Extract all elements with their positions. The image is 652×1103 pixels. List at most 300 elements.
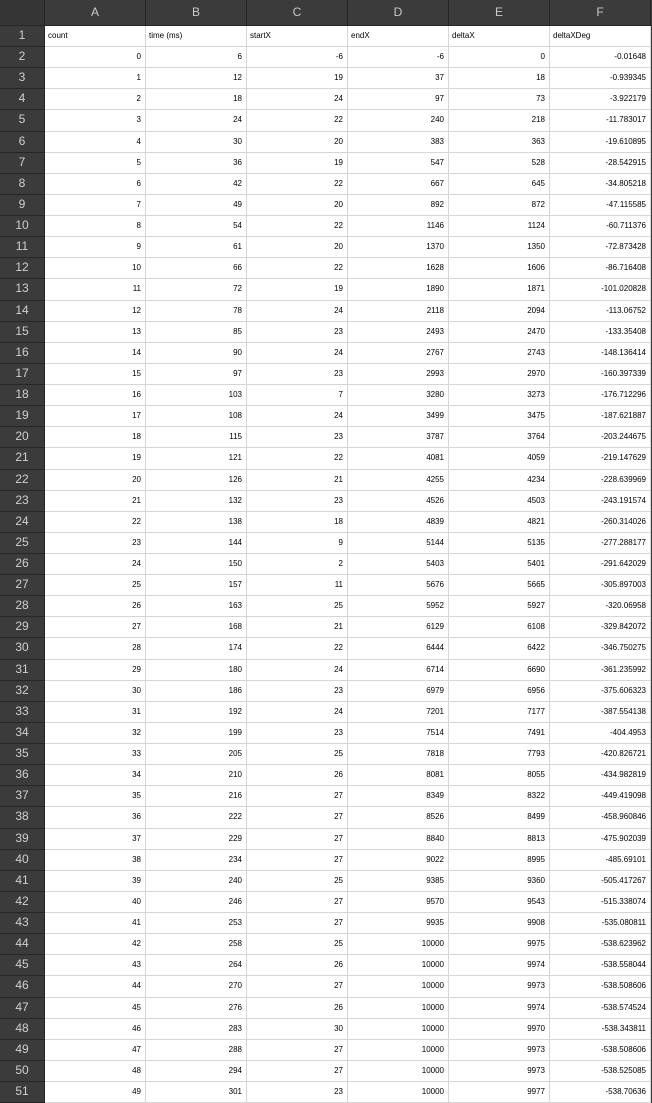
data-cell[interactable]: 240 [146, 871, 247, 892]
data-cell[interactable]: -538.343811 [550, 1019, 651, 1040]
data-cell[interactable]: 27 [247, 807, 348, 828]
data-cell[interactable]: -72.873428 [550, 237, 651, 258]
data-cell[interactable]: 23 [45, 533, 146, 554]
data-cell[interactable]: 23 [247, 364, 348, 385]
data-cell[interactable]: 22 [247, 174, 348, 195]
data-cell[interactable]: 1146 [348, 216, 449, 237]
data-cell[interactable]: 1628 [348, 258, 449, 279]
data-cell[interactable]: 41 [45, 913, 146, 934]
data-cell[interactable]: 210 [146, 765, 247, 786]
data-cell[interactable]: 9935 [348, 913, 449, 934]
data-cell[interactable]: 253 [146, 913, 247, 934]
row-header[interactable]: 12 [0, 258, 45, 279]
data-cell[interactable]: 43 [45, 955, 146, 976]
data-cell[interactable]: -101.020828 [550, 279, 651, 300]
data-cell[interactable]: -291.642029 [550, 554, 651, 575]
data-cell[interactable]: 19 [247, 153, 348, 174]
data-cell[interactable]: 72 [146, 279, 247, 300]
data-cell[interactable]: 23 [247, 491, 348, 512]
header-cell[interactable]: endX [348, 26, 449, 47]
data-cell[interactable]: 30 [45, 681, 146, 702]
data-cell[interactable]: 216 [146, 786, 247, 807]
data-cell[interactable]: 22 [45, 512, 146, 533]
data-cell[interactable]: 6956 [449, 681, 550, 702]
data-cell[interactable]: 47 [45, 1040, 146, 1061]
data-cell[interactable]: -34.805218 [550, 174, 651, 195]
data-cell[interactable]: -475.902039 [550, 829, 651, 850]
data-cell[interactable]: 294 [146, 1061, 247, 1082]
data-cell[interactable]: -11.783017 [550, 110, 651, 131]
data-cell[interactable]: 38 [45, 850, 146, 871]
data-cell[interactable]: -329.842072 [550, 617, 651, 638]
row-header[interactable]: 16 [0, 343, 45, 364]
data-cell[interactable]: 24 [247, 301, 348, 322]
row-header[interactable]: 21 [0, 448, 45, 469]
data-cell[interactable]: 9 [45, 237, 146, 258]
data-cell[interactable]: 24 [247, 406, 348, 427]
data-cell[interactable]: 383 [348, 132, 449, 153]
data-cell[interactable]: 872 [449, 195, 550, 216]
data-cell[interactable]: 23 [247, 1082, 348, 1103]
data-cell[interactable]: 27 [247, 976, 348, 997]
data-cell[interactable]: 31 [45, 702, 146, 723]
data-cell[interactable]: 4059 [449, 448, 550, 469]
row-header[interactable]: 40 [0, 850, 45, 871]
data-cell[interactable]: 85 [146, 322, 247, 343]
data-cell[interactable]: -0.939345 [550, 68, 651, 89]
data-cell[interactable]: 8349 [348, 786, 449, 807]
data-cell[interactable]: -228.639969 [550, 470, 651, 491]
data-cell[interactable]: 16 [45, 385, 146, 406]
data-cell[interactable]: 22 [247, 258, 348, 279]
data-cell[interactable]: 144 [146, 533, 247, 554]
data-cell[interactable]: -404.4953 [550, 723, 651, 744]
data-cell[interactable]: 3280 [348, 385, 449, 406]
data-cell[interactable]: 25 [247, 934, 348, 955]
data-cell[interactable]: 2743 [449, 343, 550, 364]
data-cell[interactable]: 240 [348, 110, 449, 131]
data-cell[interactable]: 21 [45, 491, 146, 512]
data-cell[interactable]: 9360 [449, 871, 550, 892]
data-cell[interactable]: -86.716408 [550, 258, 651, 279]
data-cell[interactable]: 3499 [348, 406, 449, 427]
data-cell[interactable]: -47.115585 [550, 195, 651, 216]
data-cell[interactable]: 3764 [449, 427, 550, 448]
row-header[interactable]: 45 [0, 955, 45, 976]
data-cell[interactable]: 1606 [449, 258, 550, 279]
row-header[interactable]: 7 [0, 153, 45, 174]
data-cell[interactable]: 49 [146, 195, 247, 216]
data-cell[interactable]: 108 [146, 406, 247, 427]
data-cell[interactable]: 115 [146, 427, 247, 448]
data-cell[interactable]: 23 [247, 427, 348, 448]
data-cell[interactable]: 15 [45, 364, 146, 385]
data-cell[interactable]: 5927 [449, 596, 550, 617]
data-cell[interactable]: -434.982819 [550, 765, 651, 786]
data-cell[interactable]: -219.147629 [550, 448, 651, 469]
data-cell[interactable]: 103 [146, 385, 247, 406]
row-header[interactable]: 35 [0, 744, 45, 765]
row-header[interactable]: 47 [0, 998, 45, 1019]
column-header-f[interactable]: F [550, 0, 651, 26]
header-cell[interactable]: time (ms) [146, 26, 247, 47]
data-cell[interactable]: 892 [348, 195, 449, 216]
data-cell[interactable]: 301 [146, 1082, 247, 1103]
data-cell[interactable]: -485.69101 [550, 850, 651, 871]
row-header[interactable]: 14 [0, 301, 45, 322]
data-cell[interactable]: 23 [247, 681, 348, 702]
data-cell[interactable]: -148.136414 [550, 343, 651, 364]
data-cell[interactable]: 35 [45, 786, 146, 807]
data-cell[interactable]: 222 [146, 807, 247, 828]
data-cell[interactable]: 8055 [449, 765, 550, 786]
data-cell[interactable]: 7177 [449, 702, 550, 723]
data-cell[interactable]: -346.750275 [550, 638, 651, 659]
data-cell[interactable]: 9385 [348, 871, 449, 892]
data-cell[interactable]: 283 [146, 1019, 247, 1040]
data-cell[interactable]: 2493 [348, 322, 449, 343]
data-cell[interactable]: 2470 [449, 322, 550, 343]
data-cell[interactable]: 7491 [449, 723, 550, 744]
data-cell[interactable]: 48 [45, 1061, 146, 1082]
data-cell[interactable]: 22 [247, 638, 348, 659]
data-cell[interactable]: 26 [247, 765, 348, 786]
data-cell[interactable]: 126 [146, 470, 247, 491]
data-cell[interactable]: 5403 [348, 554, 449, 575]
data-cell[interactable]: 8 [45, 216, 146, 237]
column-header-b[interactable]: B [146, 0, 247, 26]
data-cell[interactable]: 7201 [348, 702, 449, 723]
row-header[interactable]: 27 [0, 575, 45, 596]
data-cell[interactable]: 8995 [449, 850, 550, 871]
data-cell[interactable]: 7514 [348, 723, 449, 744]
data-cell[interactable]: 4526 [348, 491, 449, 512]
data-cell[interactable]: 21 [247, 617, 348, 638]
data-cell[interactable]: 4839 [348, 512, 449, 533]
data-cell[interactable]: 4234 [449, 470, 550, 491]
data-cell[interactable]: -538.574524 [550, 998, 651, 1019]
data-cell[interactable]: 1370 [348, 237, 449, 258]
data-cell[interactable]: -277.288177 [550, 533, 651, 554]
column-header-d[interactable]: D [348, 0, 449, 26]
data-cell[interactable]: 20 [247, 195, 348, 216]
row-header[interactable]: 41 [0, 871, 45, 892]
row-header[interactable]: 17 [0, 364, 45, 385]
row-header[interactable]: 31 [0, 660, 45, 681]
data-cell[interactable]: 27 [45, 617, 146, 638]
data-cell[interactable]: 1 [45, 68, 146, 89]
data-cell[interactable]: 157 [146, 575, 247, 596]
row-header[interactable]: 49 [0, 1040, 45, 1061]
data-cell[interactable]: 18 [45, 427, 146, 448]
data-cell[interactable]: 8322 [449, 786, 550, 807]
row-header[interactable]: 3 [0, 68, 45, 89]
data-cell[interactable]: -420.826721 [550, 744, 651, 765]
data-cell[interactable]: 90 [146, 343, 247, 364]
data-cell[interactable]: 25 [247, 871, 348, 892]
data-cell[interactable]: 78 [146, 301, 247, 322]
row-header[interactable]: 42 [0, 892, 45, 913]
data-cell[interactable]: 205 [146, 744, 247, 765]
data-cell[interactable]: 6 [45, 174, 146, 195]
data-cell[interactable]: 1350 [449, 237, 550, 258]
data-cell[interactable]: 34 [45, 765, 146, 786]
row-header[interactable]: 39 [0, 829, 45, 850]
data-cell[interactable]: 6714 [348, 660, 449, 681]
data-cell[interactable]: 645 [449, 174, 550, 195]
data-cell[interactable]: 12 [45, 301, 146, 322]
row-header[interactable]: 29 [0, 617, 45, 638]
row-header[interactable]: 46 [0, 976, 45, 997]
data-cell[interactable]: 37 [348, 68, 449, 89]
data-cell[interactable]: 73 [449, 89, 550, 110]
data-cell[interactable]: 5 [45, 153, 146, 174]
data-cell[interactable]: -243.191574 [550, 491, 651, 512]
data-cell[interactable]: 9973 [449, 1040, 550, 1061]
data-cell[interactable]: 24 [146, 110, 247, 131]
data-cell[interactable]: -535.080811 [550, 913, 651, 934]
data-cell[interactable]: 21 [247, 470, 348, 491]
header-cell[interactable]: deltaX [449, 26, 550, 47]
row-header[interactable]: 30 [0, 638, 45, 659]
data-cell[interactable]: 7 [45, 195, 146, 216]
data-cell[interactable]: -375.606323 [550, 681, 651, 702]
data-cell[interactable]: 54 [146, 216, 247, 237]
data-cell[interactable]: 264 [146, 955, 247, 976]
data-cell[interactable]: 6690 [449, 660, 550, 681]
data-cell[interactable]: 5144 [348, 533, 449, 554]
data-cell[interactable]: 37 [45, 829, 146, 850]
data-cell[interactable]: 180 [146, 660, 247, 681]
header-cell[interactable]: startX [247, 26, 348, 47]
data-cell[interactable]: 132 [146, 491, 247, 512]
data-cell[interactable]: 23 [247, 322, 348, 343]
data-cell[interactable]: 18 [449, 68, 550, 89]
data-cell[interactable]: -449.419098 [550, 786, 651, 807]
data-cell[interactable]: 10000 [348, 955, 449, 976]
data-cell[interactable]: 97 [146, 364, 247, 385]
data-cell[interactable]: -3.922179 [550, 89, 651, 110]
data-cell[interactable]: 4821 [449, 512, 550, 533]
row-header[interactable]: 22 [0, 470, 45, 491]
row-header[interactable]: 51 [0, 1082, 45, 1103]
data-cell[interactable]: 23 [247, 723, 348, 744]
data-cell[interactable]: 4503 [449, 491, 550, 512]
data-cell[interactable]: 36 [45, 807, 146, 828]
data-cell[interactable]: 19 [247, 68, 348, 89]
data-cell[interactable]: 0 [449, 47, 550, 68]
data-cell[interactable]: 22 [247, 216, 348, 237]
data-cell[interactable]: 4081 [348, 448, 449, 469]
column-header-e[interactable]: E [449, 0, 550, 26]
data-cell[interactable]: 7 [247, 385, 348, 406]
data-cell[interactable]: 8081 [348, 765, 449, 786]
row-header[interactable]: 4 [0, 89, 45, 110]
data-cell[interactable]: 27 [247, 913, 348, 934]
data-cell[interactable]: 199 [146, 723, 247, 744]
data-cell[interactable]: 9570 [348, 892, 449, 913]
data-cell[interactable]: 363 [449, 132, 550, 153]
data-cell[interactable]: 9908 [449, 913, 550, 934]
data-cell[interactable]: 163 [146, 596, 247, 617]
data-cell[interactable]: 276 [146, 998, 247, 1019]
data-cell[interactable]: 39 [45, 871, 146, 892]
data-cell[interactable]: 6108 [449, 617, 550, 638]
data-cell[interactable]: 3273 [449, 385, 550, 406]
data-cell[interactable]: 25 [247, 596, 348, 617]
data-cell[interactable]: 9 [247, 533, 348, 554]
data-cell[interactable]: 667 [348, 174, 449, 195]
row-header[interactable]: 28 [0, 596, 45, 617]
data-cell[interactable]: 12 [146, 68, 247, 89]
data-cell[interactable]: 168 [146, 617, 247, 638]
data-cell[interactable]: -176.712296 [550, 385, 651, 406]
data-cell[interactable]: 30 [247, 1019, 348, 1040]
data-cell[interactable]: 28 [45, 638, 146, 659]
data-cell[interactable]: 29 [45, 660, 146, 681]
data-cell[interactable]: 32 [45, 723, 146, 744]
data-cell[interactable]: 4 [45, 132, 146, 153]
data-cell[interactable]: -361.235992 [550, 660, 651, 681]
data-cell[interactable]: 9973 [449, 1061, 550, 1082]
row-header[interactable]: 13 [0, 279, 45, 300]
data-cell[interactable]: 9022 [348, 850, 449, 871]
data-cell[interactable]: 6422 [449, 638, 550, 659]
data-cell[interactable]: 11 [247, 575, 348, 596]
data-cell[interactable]: 5665 [449, 575, 550, 596]
data-cell[interactable]: 97 [348, 89, 449, 110]
row-header[interactable]: 24 [0, 512, 45, 533]
data-cell[interactable]: 8813 [449, 829, 550, 850]
data-cell[interactable]: 66 [146, 258, 247, 279]
data-cell[interactable]: 138 [146, 512, 247, 533]
header-cell[interactable]: deltaXDeg [550, 26, 651, 47]
data-cell[interactable]: 288 [146, 1040, 247, 1061]
data-cell[interactable]: 36 [146, 153, 247, 174]
data-cell[interactable]: 61 [146, 237, 247, 258]
row-header[interactable]: 20 [0, 427, 45, 448]
data-cell[interactable]: -260.314026 [550, 512, 651, 533]
data-cell[interactable]: 9974 [449, 955, 550, 976]
data-cell[interactable]: 6 [146, 47, 247, 68]
row-header[interactable]: 2 [0, 47, 45, 68]
data-cell[interactable]: 2118 [348, 301, 449, 322]
data-cell[interactable]: 6979 [348, 681, 449, 702]
data-cell[interactable]: 22 [247, 448, 348, 469]
data-cell[interactable]: 11 [45, 279, 146, 300]
data-cell[interactable]: -6 [247, 47, 348, 68]
data-cell[interactable]: 2993 [348, 364, 449, 385]
data-cell[interactable]: 30 [146, 132, 247, 153]
data-cell[interactable]: 24 [247, 660, 348, 681]
data-cell[interactable]: 0 [45, 47, 146, 68]
data-cell[interactable]: 20 [45, 470, 146, 491]
header-cell[interactable]: count [45, 26, 146, 47]
data-cell[interactable]: 3787 [348, 427, 449, 448]
row-header[interactable]: 11 [0, 237, 45, 258]
data-cell[interactable]: 24 [247, 702, 348, 723]
row-header[interactable]: 6 [0, 132, 45, 153]
data-cell[interactable]: 2767 [348, 343, 449, 364]
column-header-c[interactable]: C [247, 0, 348, 26]
data-cell[interactable]: -538.508606 [550, 1040, 651, 1061]
data-cell[interactable]: 45 [45, 998, 146, 1019]
data-cell[interactable]: 8840 [348, 829, 449, 850]
data-cell[interactable]: -160.397339 [550, 364, 651, 385]
data-cell[interactable]: 42 [146, 174, 247, 195]
data-cell[interactable]: 27 [247, 1040, 348, 1061]
data-cell[interactable]: 9977 [449, 1082, 550, 1103]
data-cell[interactable]: 192 [146, 702, 247, 723]
data-cell[interactable]: 44 [45, 976, 146, 997]
data-cell[interactable]: -6 [348, 47, 449, 68]
row-header[interactable]: 26 [0, 554, 45, 575]
data-cell[interactable]: 3 [45, 110, 146, 131]
data-cell[interactable]: 150 [146, 554, 247, 575]
data-cell[interactable]: 18 [247, 512, 348, 533]
data-cell[interactable]: 27 [247, 892, 348, 913]
data-cell[interactable]: -305.897003 [550, 575, 651, 596]
data-cell[interactable]: 27 [247, 850, 348, 871]
data-cell[interactable]: 42 [45, 934, 146, 955]
row-header[interactable]: 48 [0, 1019, 45, 1040]
data-cell[interactable]: -538.558044 [550, 955, 651, 976]
data-cell[interactable]: -515.338074 [550, 892, 651, 913]
data-cell[interactable]: 10000 [348, 998, 449, 1019]
data-cell[interactable]: 9970 [449, 1019, 550, 1040]
data-cell[interactable]: -28.542915 [550, 153, 651, 174]
row-header[interactable]: 9 [0, 195, 45, 216]
row-header[interactable]: 36 [0, 765, 45, 786]
data-cell[interactable]: 20 [247, 132, 348, 153]
row-header[interactable]: 8 [0, 174, 45, 195]
row-header[interactable]: 1 [0, 26, 45, 47]
data-cell[interactable]: 10000 [348, 1082, 449, 1103]
row-header[interactable]: 5 [0, 110, 45, 131]
data-cell[interactable]: -458.960846 [550, 807, 651, 828]
data-cell[interactable]: 9543 [449, 892, 550, 913]
data-cell[interactable]: 10000 [348, 934, 449, 955]
data-cell[interactable]: 17 [45, 406, 146, 427]
data-cell[interactable]: -387.554138 [550, 702, 651, 723]
data-cell[interactable]: 40 [45, 892, 146, 913]
data-cell[interactable]: 24 [247, 89, 348, 110]
row-header[interactable]: 32 [0, 681, 45, 702]
data-cell[interactable]: 19 [247, 279, 348, 300]
select-all-corner[interactable] [0, 0, 45, 26]
data-cell[interactable]: 9975 [449, 934, 550, 955]
data-cell[interactable]: 9974 [449, 998, 550, 1019]
row-header[interactable]: 18 [0, 385, 45, 406]
row-header[interactable]: 38 [0, 807, 45, 828]
data-cell[interactable]: -538.623962 [550, 934, 651, 955]
data-cell[interactable]: 24 [45, 554, 146, 575]
data-cell[interactable]: 8499 [449, 807, 550, 828]
row-header[interactable]: 34 [0, 723, 45, 744]
data-cell[interactable]: 218 [449, 110, 550, 131]
data-cell[interactable]: 24 [247, 343, 348, 364]
data-cell[interactable]: 5401 [449, 554, 550, 575]
data-cell[interactable]: 49 [45, 1082, 146, 1103]
data-cell[interactable]: 229 [146, 829, 247, 850]
data-cell[interactable]: 10 [45, 258, 146, 279]
row-header[interactable]: 50 [0, 1061, 45, 1082]
data-cell[interactable]: 10000 [348, 1019, 449, 1040]
data-cell[interactable]: 8526 [348, 807, 449, 828]
row-header[interactable]: 43 [0, 913, 45, 934]
data-cell[interactable]: 27 [247, 1061, 348, 1082]
row-header[interactable]: 19 [0, 406, 45, 427]
